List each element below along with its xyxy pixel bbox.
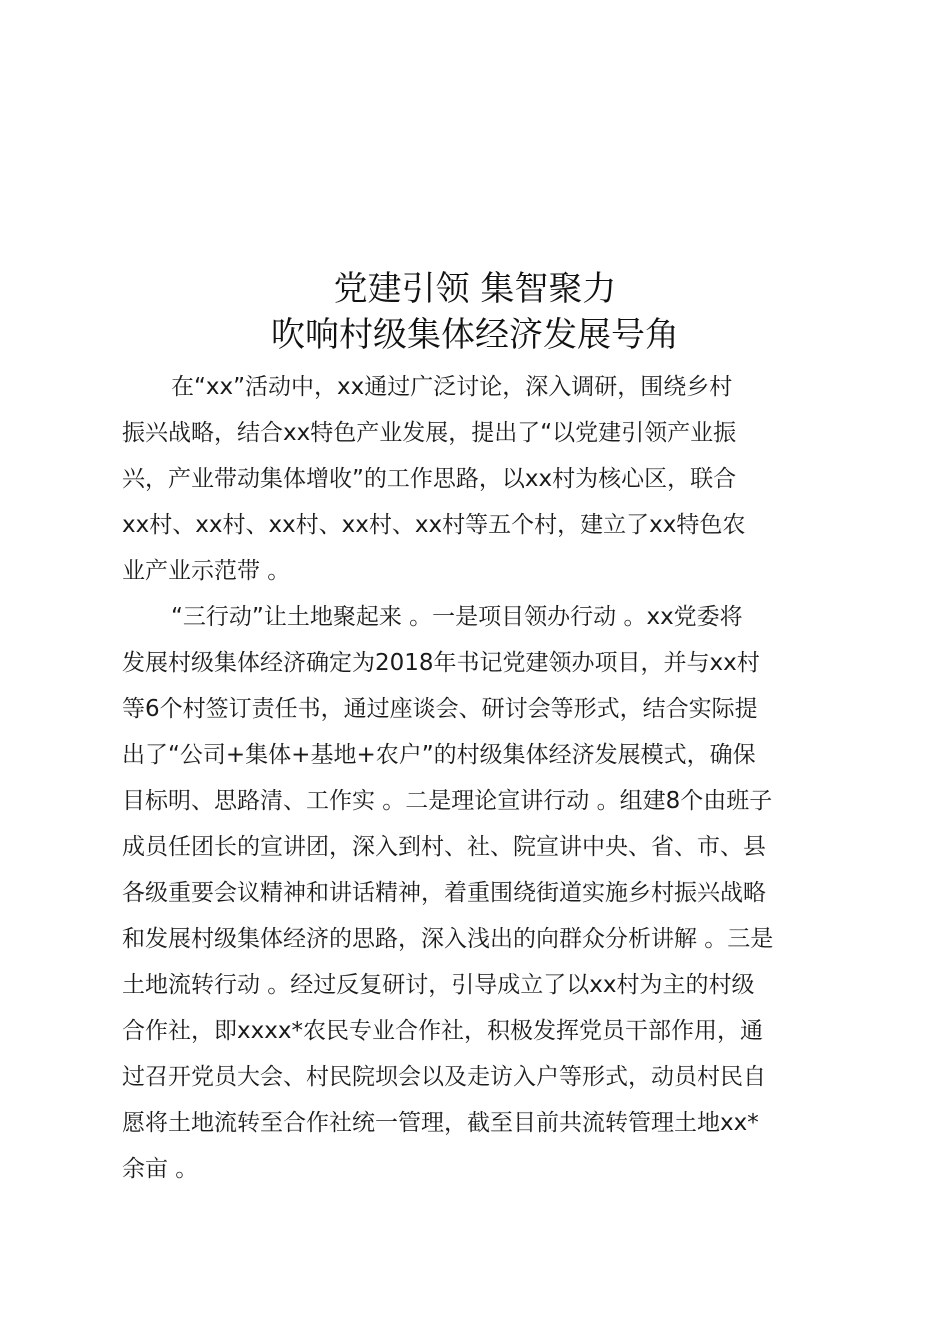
paragraph-2 [122, 594, 842, 1192]
paragraph-line: 等6个村签订责任书，通过座谈会、研讨会等形式，结合实际提 [122, 696, 758, 722]
paragraph-line: 余亩 。 [122, 1156, 199, 1182]
paragraph-line: 业产业示范带 。 [122, 558, 291, 584]
paragraph-line: 出了“公司+集体+基地+农户”的村级集体经济发展模式，确保 [122, 742, 756, 768]
document-body [122, 364, 842, 1192]
paragraph-line: 合作社，即xxxx*农民专业合作社，积极发挥党员干部作用，通 [122, 1018, 763, 1044]
document-title [0, 266, 950, 358]
paragraph-line: 过召开党员大会、村民院坝会以及走访入户等形式，动员村民自 [122, 1064, 766, 1090]
title-line-1: 党建引领 集智聚力 [333, 269, 617, 309]
paragraph-line: 各级重要会议精神和讲话精神，着重围绕街道实施乡村振兴战略 [122, 880, 766, 906]
paragraph-line: “三行动”让土地聚起来 。一是项目领办行动 。xx党委将 [171, 604, 743, 630]
paragraph-line: 成员任团长的宣讲团，深入到村、社、院宣讲中央、省、市、县 [122, 834, 766, 860]
paragraph-1 [122, 364, 842, 594]
paragraph-line: xx村、xx村、xx村、xx村、xx村等五个村，建立了xx特色农 [122, 512, 746, 538]
paragraph-line: 和发展村级集体经济的思路，深入浅出的向群众分析讲解 。三是 [122, 926, 774, 952]
paragraph-line: 振兴战略，结合xx特色产业发展，提出了“以党建引领产业振 [122, 420, 737, 446]
paragraph-line: 目标明、思路清、工作实 。二是理论宣讲行动 。组建8个由班子 [122, 788, 773, 814]
paragraph-line: 土地流转行动 。经过反复研讨，引导成立了以xx村为主的村级 [122, 972, 755, 998]
paragraph-line: 在“xx”活动中，xx通过广泛讨论，深入调研，围绕乡村 [171, 374, 733, 400]
paragraph-line: 兴，产业带动集体增收”的工作思路，以xx村为核心区，联合 [122, 466, 737, 492]
paragraph-line: 愿将土地流转至合作社统一管理，截至目前共流转管理土地xx* [122, 1110, 759, 1136]
paragraph-line: 发展村级集体经济确定为2018年书记党建领办项目，并与xx村 [122, 650, 760, 676]
title-line-2: 吹响村级集体经济发展号角 [271, 315, 679, 355]
